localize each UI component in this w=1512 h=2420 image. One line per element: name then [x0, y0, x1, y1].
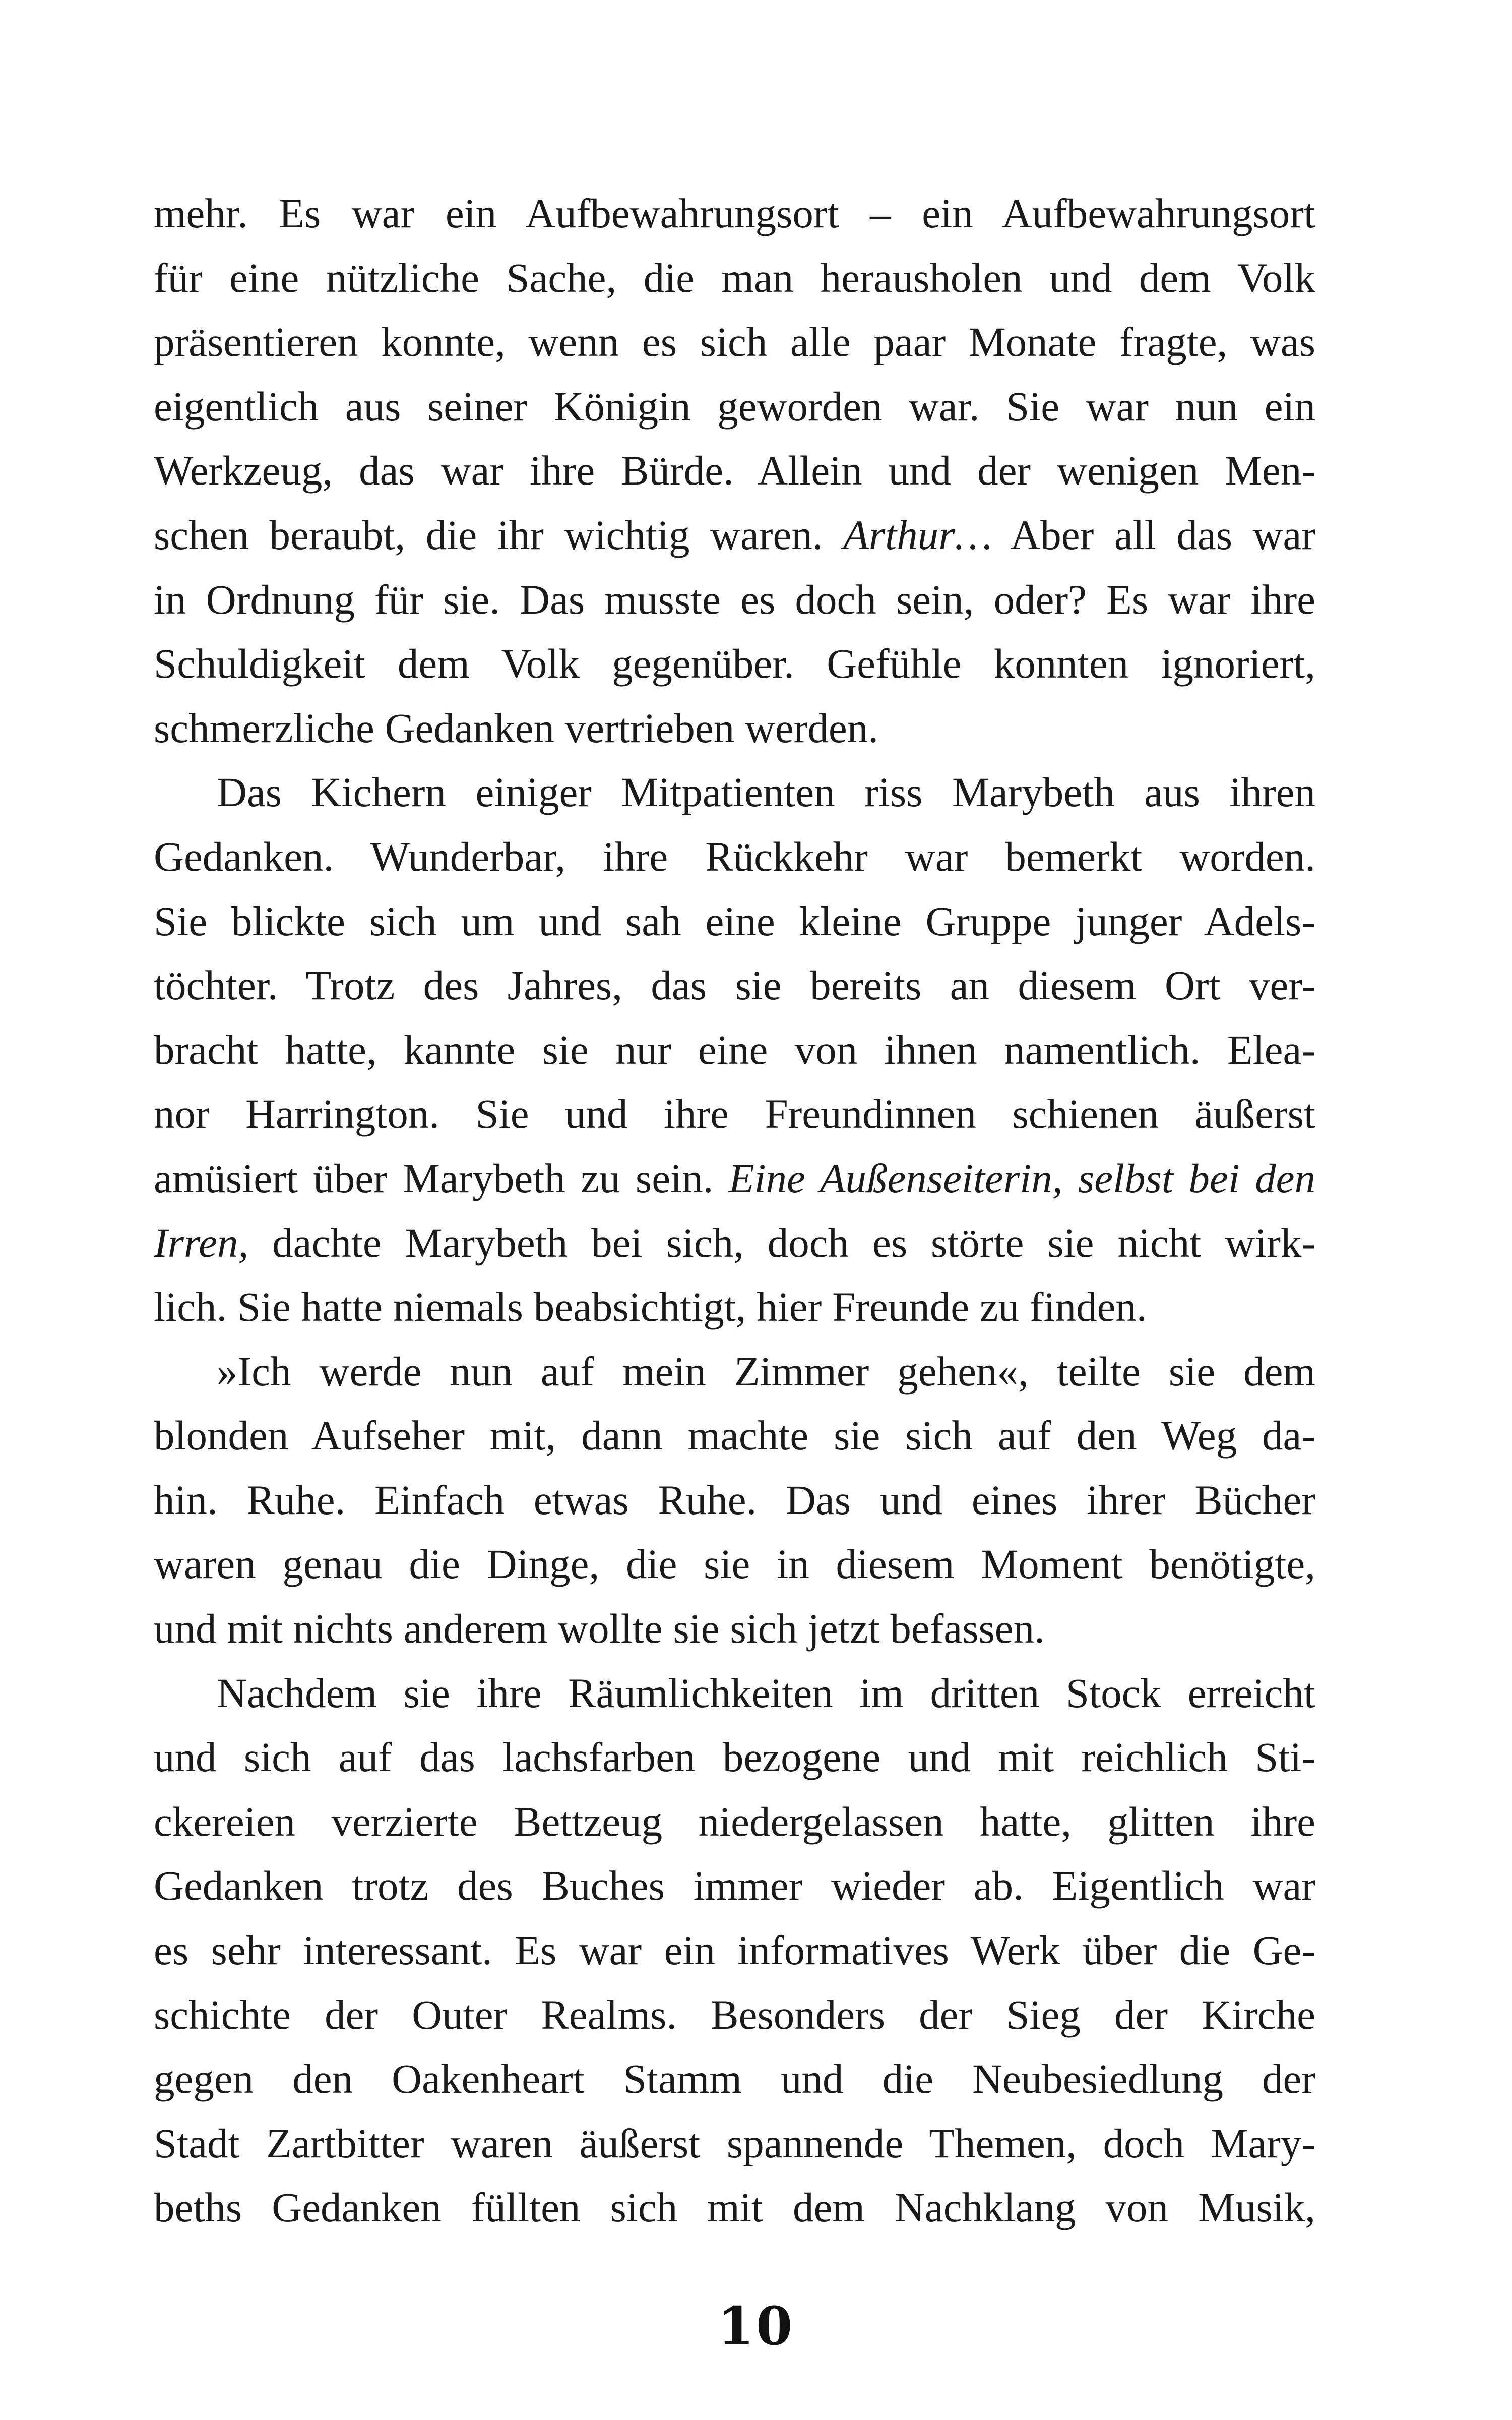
paragraph-1	[154, 182, 1315, 760]
text-line: eigentlich aus seiner Königin geworden war. Sie war nun ein	[154, 383, 1315, 430]
text-line: schmerzliche Gedanken vertrieben werden.	[154, 704, 878, 751]
text-line-mixed	[154, 1146, 1315, 1211]
text-line: Nachdem sie ihre Räumlichkeiten im dritten Stock erreicht	[217, 1669, 1315, 1716]
text-line: in Ordnung für sie. Das musste es doch sein, oder? Es war ihre	[154, 576, 1315, 623]
text-line: töchter. Trotz des Jahres, das sie bereits an diesem Ort ver-	[154, 962, 1315, 1009]
text-segment: Aber all das war	[1010, 511, 1315, 558]
text-line: lich. Sie hatte niemals beabsichtigt, hier Freunde zu finden.	[154, 1284, 1147, 1330]
paragraph-3	[154, 1340, 1315, 1661]
text-line: Gedanken. Wunderbar, ihre Rückkehr war bemerkt worden.	[154, 833, 1315, 880]
text-line-mixed	[154, 1211, 1315, 1276]
text-line: mehr. Es war ein Aufbewahrungsort – ein Aufbewahrungsort	[154, 190, 1315, 236]
text-line: Stadt Zartbitter waren äußerst spannende Themen, doch Mary-	[154, 2120, 1315, 2166]
text-line: »Ich werde nun auf mein Zimmer gehen«, teilte sie dem	[217, 1348, 1315, 1395]
italic-text: Arthur…	[843, 511, 992, 558]
text-line: beths Gedanken füllten sich mit dem Nachklang von Musik,	[154, 2184, 1315, 2231]
text-line: ckereien verzierte Bettzeug niedergelassen hatte, glitten ihre	[154, 1798, 1315, 1845]
text-line: nor Harrington. Sie und ihre Freundinnen schienen äußerst	[154, 1091, 1315, 1137]
text-segment: schen beraubt, die ihr wichtig waren.	[154, 511, 823, 558]
text-line: waren genau die Dinge, die sie in diesem Moment benötigte,	[154, 1541, 1315, 1588]
text-line: Sie blickte sich um und sah eine kleine Gruppe junger Adels-	[154, 897, 1315, 944]
italic-text: Eine Außenseiterin, selbst bei den	[728, 1155, 1315, 1201]
text-segment: amüsiert über Marybeth zu sein.	[154, 1155, 714, 1201]
text-line: Gedanken trotz des Buches immer wieder ab. Eigentlich war	[154, 1862, 1315, 1909]
text-line: und sich auf das lachsfarben bezogene und mit reichlich Sti-	[154, 1734, 1315, 1781]
text-line: und mit nichts anderem wollte sie sich jetzt befassen.	[154, 1605, 1045, 1652]
text-line: blonden Aufseher mit, dann machte sie sich auf den Weg da-	[154, 1412, 1315, 1459]
paragraph-4	[154, 1661, 1315, 2240]
text-line: präsentieren konnte, wenn es sich alle paar Monate fragte, was	[154, 319, 1315, 366]
page-number: 10	[717, 2295, 795, 2357]
paragraph-2	[154, 760, 1315, 1339]
text-line: Das Kichern einiger Mitpatienten riss Marybeth aus ihren	[217, 769, 1315, 816]
text-line: für eine nützliche Sache, die man herausholen und dem Volk	[154, 254, 1315, 301]
text-line: gegen den Oakenheart Stamm und die Neubesiedlung der	[154, 2055, 1315, 2102]
text-line: es sehr interessant. Es war ein informatives Werk über die Ge-	[154, 1927, 1315, 1974]
text-line: Werkzeug, das war ihre Bürde. Allein und der wenigen Men-	[154, 447, 1315, 494]
italic-text: Irren,	[154, 1219, 249, 1266]
body-text	[154, 182, 1315, 2240]
text-line-mixed	[154, 503, 1315, 568]
text-line: schichte der Outer Realms. Besonders der Sieg der Kirche	[154, 1991, 1315, 2038]
text-line: bracht hatte, kannte sie nur eine von ihnen namentlich. Elea-	[154, 1026, 1315, 1073]
text-segment: dachte Marybeth bei sich, doch es störte sie nicht wirk-	[272, 1219, 1315, 1266]
text-line: hin. Ruhe. Einfach etwas Ruhe. Das und eines ihrer Bücher	[154, 1476, 1315, 1523]
text-line: Schuldigkeit dem Volk gegenüber. Gefühle konnten ignoriert,	[154, 640, 1315, 687]
